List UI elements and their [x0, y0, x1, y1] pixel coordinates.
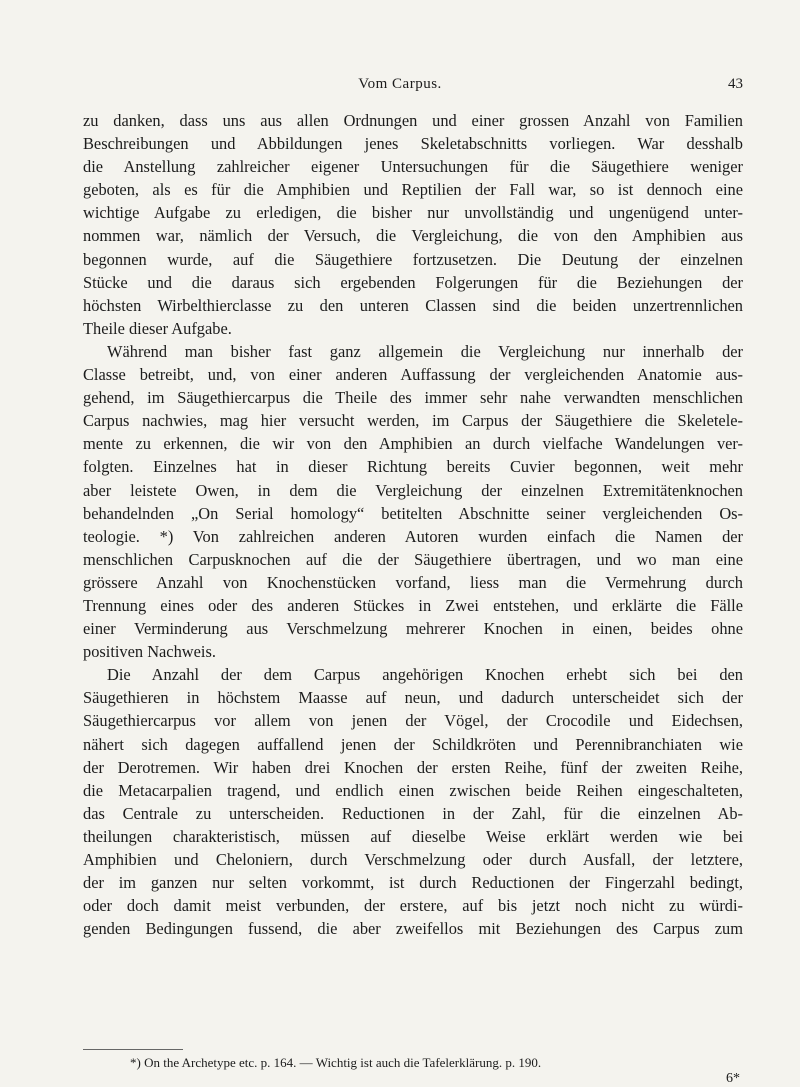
- text-line: geboten, als es für die Amphibien und Reptilien der Fall war, so ist dennoch eine: [83, 180, 743, 200]
- text-line: Säugethiercarpus vor allem von jenen der Vögel, der Crocodile und Eidechsen,: [83, 711, 743, 731]
- body-text: [83, 109, 743, 940]
- text-line: der Derotremen. Wir haben drei Knochen der ersten Reihe, fünf der zweiten Reihe,: [83, 757, 743, 777]
- text-line: theilungen charakteristisch, müssen auf dieselbe Weise erklärt werden wie bei: [83, 826, 743, 846]
- text-line: folgten. Einzelnes hat in dieser Richtung bereits Cuvier begonnen, weit mehr: [83, 457, 743, 477]
- text-line: einer Verminderung aus Verschmelzung mehrerer Knochen in einen, beides ohne: [83, 619, 743, 639]
- text-line: behandelnden „On Serial homology“ betitelten Abschnitte seiner vergleichenden Os-: [83, 503, 743, 523]
- text-line: Während man bisher fast ganz allgemein die Vergleichung nur innerhalb der: [107, 341, 743, 361]
- text-line: positiven Nachweis.: [83, 642, 216, 662]
- text-line: grössere Anzahl von Knochenstücken vorfand, liess man die Vermehrung durch: [83, 572, 743, 592]
- text-line: Säugethieren in höchstem Maasse auf neun, und dadurch unterscheidet sich der: [83, 688, 743, 708]
- text-line: mente zu erkennen, die wir von den Amphibien an durch vielfache Wandelungen ver-: [83, 434, 743, 454]
- text-line: wichtige Aufgabe zu erledigen, die bisher nur unvollständig und ungenügend unter-: [83, 203, 743, 223]
- text-line: oder doch damit meist verbunden, der erstere, auf bis jetzt noch nicht zu würdi-: [83, 896, 743, 916]
- text-line: Classe betreibt, und, von einer anderen Auffassung der vergleichenden Anatomie aus-: [83, 365, 743, 385]
- text-line: höchsten Wirbelthierclasse zu den unteren Classen sind die beiden unzertrennlichen: [83, 295, 743, 315]
- text-line: Amphibien und Cheloniern, durch Verschmelzung oder durch Ausfall, der letztere,: [83, 850, 743, 869]
- text-line: Theile dieser Aufgabe.: [83, 318, 232, 338]
- running-title: Vom Carpus.: [358, 76, 442, 92]
- text-line: aber leistete Owen, in dem die Vergleichung der einzelnen Extremitätenknochen: [83, 480, 743, 500]
- text-line: der im ganzen nur selten vorkommt, ist durch Reductionen der Fingerzahl bedingt,: [83, 873, 743, 893]
- text-line: die Anstellung zahlreicher eigener Untersuchungen für die Säugethiere weniger: [83, 157, 743, 177]
- text-line: teologie. *) Von zahlreichen anderen Autoren wurden einfach die Namen der: [83, 526, 743, 546]
- text-line: Stücke und die daraus sich ergebenden Folgerungen für die Beziehungen der: [83, 272, 743, 292]
- text-line: menschlichen Carpusknochen auf die der Säugethiere übertragen, und wo man eine: [83, 549, 743, 569]
- text-line: Trennung eines oder des anderen Stückes in Zwei entstehen, und erklärte die Fälle: [83, 595, 743, 615]
- text-line: nommen war, nämlich der Versuch, die Vergleichung, die von den Amphibien aus: [83, 226, 743, 246]
- text-line: begonnen wurde, auf die Säugethiere fortzusetzen. Die Deutung der einzelnen: [83, 249, 743, 269]
- text-line: Beschreibungen und Abbildungen jenes Skeletabschnitts vorliegen. War desshalb: [83, 134, 743, 154]
- text-line: nähert sich dagegen auffallend jenen der Schildkröten und Perennibranchiaten wie: [83, 734, 743, 754]
- text-line: Carpus nachwies, mag hier versucht werden, im Carpus der Säugethiere die Skeletele-: [83, 411, 743, 431]
- footnote: *) On the Archetype etc. p. 164. — Wichtig ist auch die Tafelerklärung. p. 190.: [130, 1055, 542, 1070]
- footnote-divider: [83, 1049, 183, 1050]
- running-head: [0, 76, 800, 98]
- page-number: 43: [728, 76, 743, 92]
- text-line: gehend, im Säugethiercarpus die Theile des immer sehr nahe verwandten menschlichen: [83, 388, 743, 408]
- text-line: genden Bedingungen fussend, die aber zweifellos mit Beziehungen des Carpus zum: [83, 919, 743, 939]
- text-line: das Centrale zu unterscheiden. Reductionen in der Zahl, für die einzelnen Ab-: [83, 803, 743, 823]
- text-line: zu danken, dass uns aus allen Ordnungen und einer grossen Anzahl von Familien: [83, 111, 743, 130]
- text-line: die Metacarpalien tragend, und endlich einen zwischen beide Reihen eingeschalteten,: [83, 780, 743, 800]
- printer-signature: 6*: [726, 1071, 740, 1086]
- text-line: Die Anzahl der dem Carpus angehörigen Knochen erhebt sich bei den: [107, 665, 743, 685]
